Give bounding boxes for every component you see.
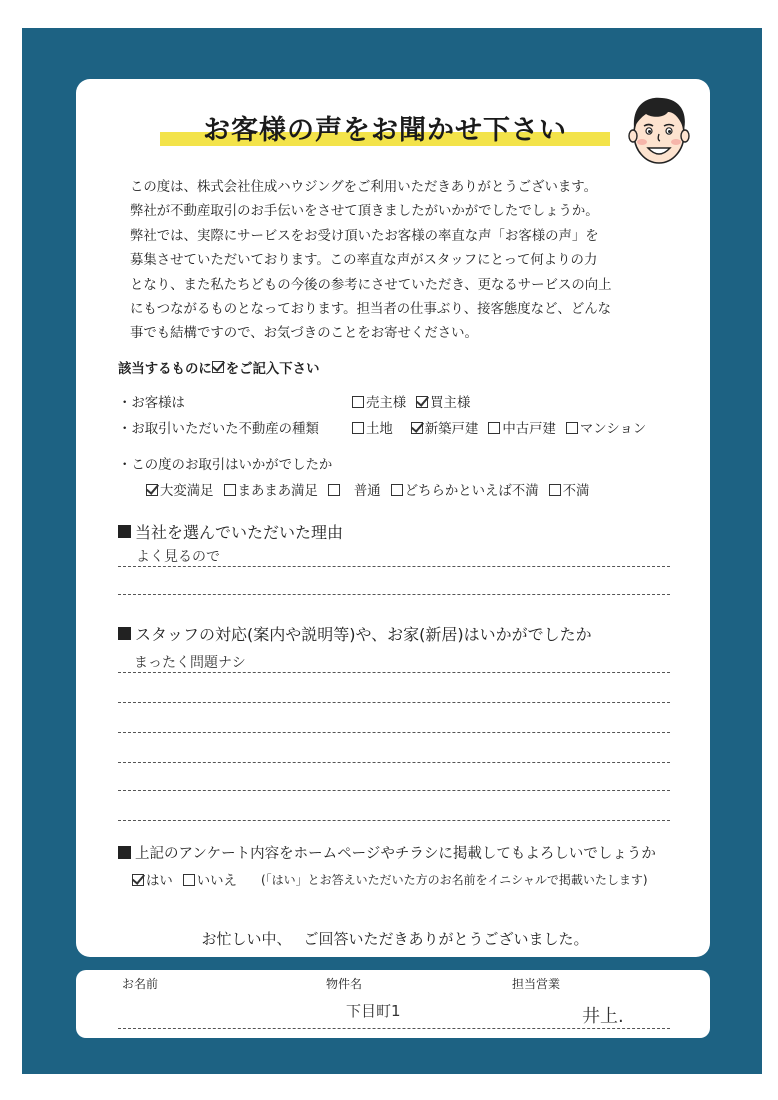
checkbox-checked[interactable] <box>411 422 423 434</box>
option-somewhat-dissatisfied[interactable]: どちらかといえば不満 <box>391 480 539 499</box>
checkbox[interactable] <box>488 422 500 434</box>
intro-line: 弊社が不動産取引のお手伝いをさせて頂きましたがいかがでしたでしょうか。 <box>130 204 599 220</box>
option-no[interactable]: いいえ <box>183 870 237 889</box>
answer-line <box>118 566 670 567</box>
answer-line <box>118 594 670 595</box>
instruction-text: 該当するものに をご記入下さい <box>118 362 320 377</box>
answer-line <box>118 820 670 821</box>
checkbox-checked[interactable] <box>146 484 158 496</box>
answer-line <box>118 762 670 763</box>
question-satisfaction <box>118 454 332 473</box>
intro-line: となり、また私たちどもの今後の参考にさせていただき、更なるサービスの向上 <box>130 277 612 293</box>
option-dissatisfied[interactable]: 不満 <box>549 480 590 499</box>
section-reason-heading: 当社を選んでいただいた理由 <box>118 520 343 543</box>
answer-line <box>118 702 670 703</box>
answer-line <box>118 790 670 791</box>
intro-line: 弊社では、実際にサービスをお受け頂いたお客様の率直な声「お客様の声」を <box>130 228 599 244</box>
question-label: ・お客様は <box>118 396 185 411</box>
section-consent-heading: 上記のアンケート内容をホームページやチラシに掲載してもよろしいでしょうか <box>118 842 656 863</box>
square-bullet-icon <box>118 525 131 538</box>
thanks-message: お忙しい中、 ご回答いただきありがとうございました。 <box>201 930 589 948</box>
checkbox[interactable] <box>391 484 403 496</box>
section-staff-heading: スタッフの対応(案内や説明等)や、お家(新居)はいかがでしたか <box>118 622 592 645</box>
checkbox-checked[interactable] <box>132 874 144 886</box>
question-property-type <box>118 418 656 437</box>
intro-line: 募集させていただいております。この率直な声がスタッフにとって何よりの力 <box>130 253 598 269</box>
option-seller[interactable]: 売主様 <box>352 392 406 411</box>
answer-line <box>118 732 670 733</box>
property-value[interactable]: 下目町1 <box>346 1002 401 1020</box>
option-mansion[interactable]: マンション <box>566 418 646 437</box>
square-bullet-icon <box>118 627 131 640</box>
name-card-line <box>118 1028 670 1029</box>
option-very-satisfied[interactable]: 大変満足 <box>146 480 214 499</box>
intro-text <box>130 176 690 347</box>
checkbox[interactable] <box>549 484 561 496</box>
checkbox[interactable] <box>224 484 236 496</box>
answer-staff[interactable]: まったく問題ナシ <box>134 655 246 671</box>
checkbox[interactable] <box>566 422 578 434</box>
consent-options <box>132 870 648 889</box>
answer-reason[interactable]: よく見るので <box>136 549 220 565</box>
option-buyer[interactable]: 買主様 <box>416 392 470 411</box>
name-label: お名前 <box>122 977 159 991</box>
consent-note: (「はい」とお答えいただいた方のお名前をイニシャルで掲載いたします) <box>260 873 648 887</box>
sales-label: 担当営業 <box>512 977 561 991</box>
intro-line: にもつながるものとなっております。担当者の仕事ぶり、接客態度など、どんな <box>130 302 611 318</box>
checkbox[interactable] <box>352 422 364 434</box>
intro-line: この度は、株式会社住成ハウジングをご利用いただきありがとうございます。 <box>130 180 597 195</box>
checkbox-checked[interactable] <box>416 396 428 408</box>
option-used-house[interactable]: 中古戸建 <box>488 418 556 437</box>
answer-line <box>118 672 670 673</box>
checkbox-sample <box>212 361 224 373</box>
intro-line: 事でも結構ですので、お気づきのことをお寄せください。 <box>130 326 478 342</box>
checkbox[interactable] <box>328 484 340 496</box>
sales-value[interactable]: 井上. <box>582 1006 624 1027</box>
checkbox[interactable] <box>352 396 364 408</box>
checkbox[interactable] <box>183 874 195 886</box>
title-block <box>160 104 610 150</box>
property-label: 物件名 <box>326 977 363 991</box>
question-label: ・お取引いただいた不動産の種類 <box>118 422 319 437</box>
option-fairly-satisfied[interactable]: まあまあ満足 <box>224 480 318 499</box>
option-normal[interactable]: 普通 <box>328 480 381 499</box>
question-customer-type <box>118 392 480 411</box>
satisfaction-options <box>146 480 599 499</box>
option-land[interactable]: 土地 <box>352 418 393 437</box>
option-new-house[interactable]: 新築戸建 <box>411 418 479 437</box>
question-label: ・この度のお取引はいかがでしたか <box>118 458 333 473</box>
square-bullet-icon <box>118 846 131 859</box>
option-yes[interactable]: はい <box>132 870 173 889</box>
smiling-man-face-icon <box>622 90 696 168</box>
page-title: お客様の声をお聞かせ下さい <box>203 115 567 146</box>
